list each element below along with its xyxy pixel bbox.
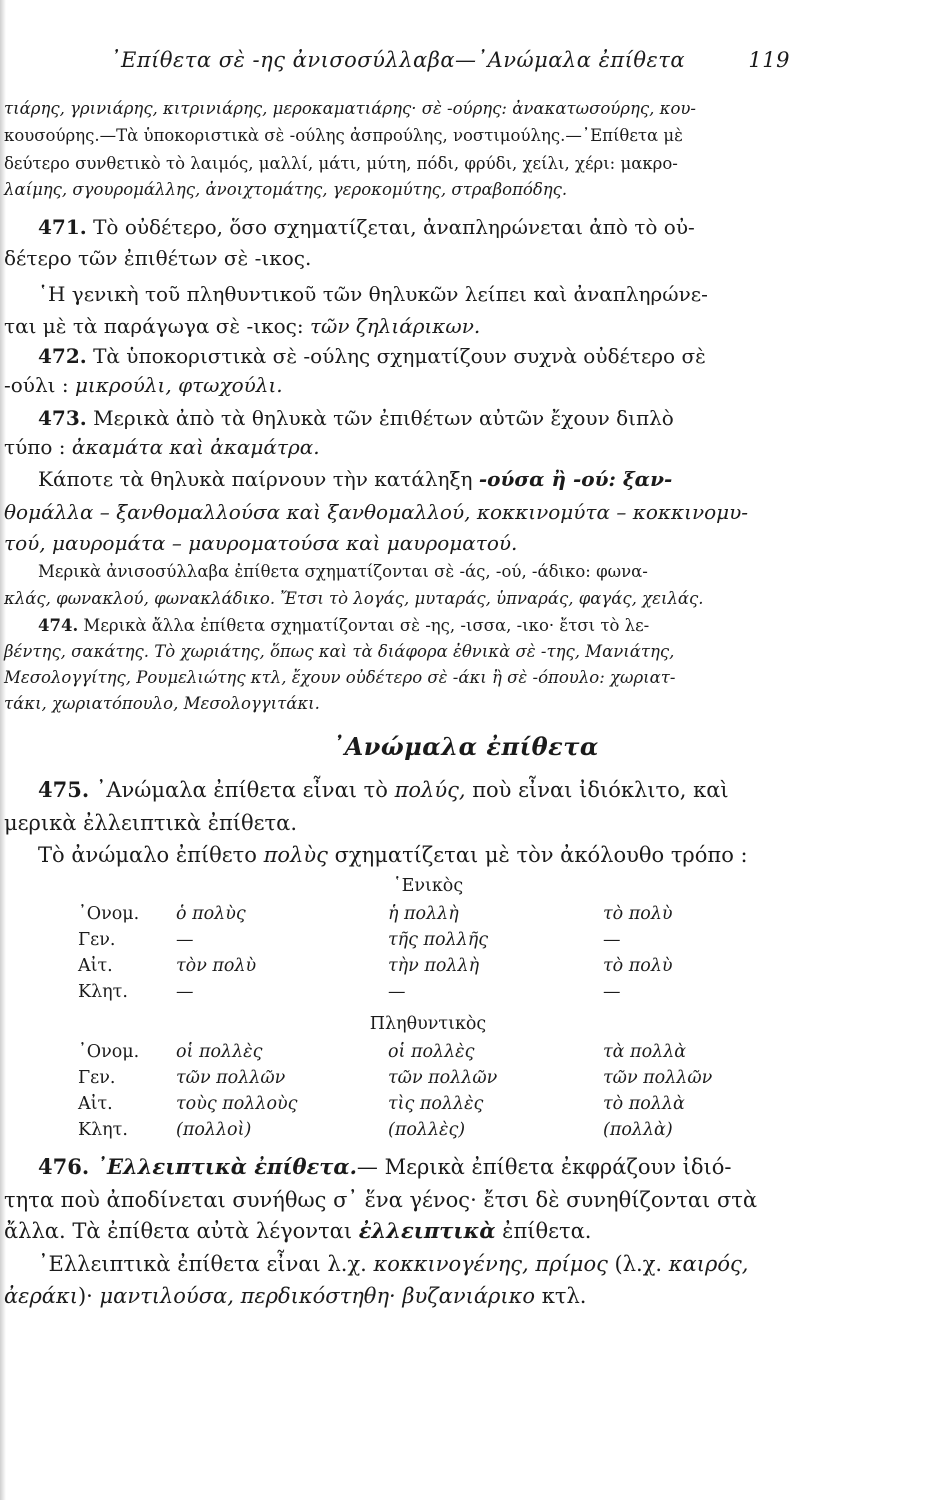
table-cell: τοὺς πολλοὺς <box>176 1094 298 1114</box>
table-row <box>78 982 778 1008</box>
table-cell: — <box>388 982 406 1002</box>
table-cell: — <box>603 982 621 1002</box>
page-number: 119 <box>748 48 790 72</box>
case-label: Γεν. <box>78 1068 116 1088</box>
case-label: Κλητ. <box>78 1120 128 1140</box>
table-cell: τῆς πολλῆς <box>388 930 489 950</box>
running-header <box>110 48 790 78</box>
table-cell: τὴν πολλὴ <box>388 956 480 976</box>
paragraph-476-line: 476. ᾿Ελλειπτικὰ ἐπίθετα.— Μερικὰ ἐπίθετα ἐκφράζουν ἰδιό- <box>38 1154 732 1179</box>
table-row <box>78 1068 778 1094</box>
table-cell: ἡ πολλὴ <box>388 904 459 924</box>
paragraph-471-line: ται μὲ τὰ παράγωγα σὲ -ικος: τῶν ζηλιάρικων. <box>4 314 481 338</box>
table-row <box>78 930 778 956</box>
table-cell: (πολλὲς) <box>388 1120 466 1140</box>
paragraph-475-line: Τὸ ἀνώμαλο ἐπίθετο πολὺς σχηματίζεται μὲ τὸν ἀκόλουθο τρόπο : <box>38 843 748 867</box>
text-line: κουσούρης.—Τὰ ὑποκοριστικὰ σὲ -ούλης ἀσπρούλης, νοστιμούλης.—᾿Επίθετα μὲ <box>4 126 683 145</box>
case-label: Κλητ. <box>78 982 128 1002</box>
table-cell: τὶς πολλὲς <box>388 1094 484 1114</box>
paragraph-474-line: Μεσολογγίτης, Ρουμελιώτης κτλ, ἔχουν οὐδέτερο σὲ -άκι ἢ σὲ -όπουλο: χωριατ- <box>4 668 676 687</box>
table-row <box>78 904 778 930</box>
paragraph-471-line: ῾Η γενικὴ τοῦ πληθυντικοῦ τῶν θηλυκῶν λείπει καὶ ἀναπληρώνε- <box>38 282 708 306</box>
paragraph-472-line: 472. Τὰ ὑποκοριστικὰ σὲ -ούλης σχηματίζουν συχνὰ οὐδέτερο σὲ <box>38 344 706 368</box>
case-label: Αἰτ. <box>78 1094 113 1114</box>
paragraph-471-line: 471. Τὸ οὐδέτερο, ὅσο σχηματίζεται, ἀναπληρώνεται ἀπὸ τὸ οὐ- <box>38 215 695 239</box>
paragraph-number: 475. <box>38 777 90 802</box>
paragraph-number: 474. <box>38 616 79 635</box>
paragraph-number: 471. <box>38 215 87 239</box>
text-line: λαίμης, σγουρομάλλης, ἀνοιχτομάτης, γεροκομύτης, στραβοπόδης. <box>4 180 568 199</box>
paragraph-474-line: βέντης, σακάτης. Τὸ χωριάτης, ὅπως καὶ τὰ διάφορα ἐθνικὰ σὲ -της, Μανιάτης, <box>4 642 675 661</box>
running-title: ᾿Επίθετα σὲ -ης ἀνισοσύλλαβα—᾿Ανώμαλα ἐπίθετα <box>110 48 686 72</box>
text-line: κλάς, φωνακλού, φωνακλάδικο. Ἔτσι τὸ λογάς, μυταράς, ὑπναράς, φαγάς, χειλάς. <box>4 589 704 608</box>
table-cell: τὸν πολὺ <box>176 956 257 976</box>
paragraph-number: 476. <box>38 1154 90 1179</box>
table-cell: τὸ πολλὰ <box>603 1094 685 1114</box>
table-cell: — <box>176 930 194 950</box>
table-cell: (πολλοὶ) <box>176 1120 252 1140</box>
paragraph-473-line: Κάποτε τὰ θηλυκὰ παίρνουν τὴν κατάληξη -ούσα ἢ -ού: ξαν- <box>38 467 673 491</box>
table-cell: οἱ πολλὲς <box>388 1042 475 1062</box>
paragraph-number: 472. <box>38 344 87 368</box>
paragraph-476-line: ᾿Ελλειπτικὰ ἐπίθετα εἶναι λ.χ. κοκκινογένης, πρίμος (λ.χ. καιρός, <box>38 1252 749 1276</box>
table-cell: — <box>603 930 621 950</box>
paragraph-476-line: ἀεράκι)· μαντιλούσα, περδικόστηθη· βυζανιάρικο κτλ. <box>4 1284 587 1308</box>
table-cell: — <box>176 982 194 1002</box>
table-cell: ὁ πολὺς <box>176 904 246 924</box>
paragraph-473-line: θομάλλα – ξανθομαλλούσα καὶ ξανθομαλλού, κοκκινομύτα – κοκκινομυ- <box>4 500 749 524</box>
case-label: Αἰτ. <box>78 956 113 976</box>
section-title: ᾿Ανώμαλα ἐπίθετα <box>332 732 599 761</box>
paragraph-474-line: 474. Μερικὰ ἄλλα ἐπίθετα σχηματίζονται σὲ -ης, -ισσα, -ικο· ἔτσι τὸ λε- <box>38 616 650 635</box>
table-cell: οἱ πολλὲς <box>176 1042 263 1062</box>
table-cell: τὰ πολλὰ <box>603 1042 687 1062</box>
paragraph-number: 473. <box>38 406 87 430</box>
table-row <box>78 956 778 982</box>
singular-heading: ῾Ενικὸς <box>392 876 464 896</box>
paragraph-475-line: 475. ᾿Ανώμαλα ἐπίθετα εἶναι τὸ πολύς, ποὺ εἶναι ἰδιόκλιτο, καὶ <box>38 777 729 802</box>
paragraph-475-line: μερικὰ ἐλλειπτικὰ ἐπίθετα. <box>4 811 298 835</box>
paragraph-heading: ᾿Ελλειπτικὰ ἐπίθετα. <box>89 1154 357 1179</box>
table-cell: τὸ πολὺ <box>603 956 673 976</box>
paragraph-473-line: τύπο : ἀκαμάτα καὶ ἀκαμάτρα. <box>4 435 320 459</box>
paragraph-474-line: τάκι, χωριατόπουλο, Μεσολογγιτάκι. <box>4 694 320 713</box>
paragraph-473-line: 473. Μερικὰ ἀπὸ τὰ θηλυκὰ τῶν ἐπιθέτων αὐτῶν ἔχουν διπλὸ <box>38 406 674 430</box>
table-row <box>78 1094 778 1120</box>
table-cell: τῶν πολλῶν <box>388 1068 498 1088</box>
table-row <box>78 1120 778 1146</box>
case-label: ᾿Ονομ. <box>78 904 140 924</box>
table-cell: τὸ πολὺ <box>603 904 673 924</box>
plural-heading: Πληθυντικὸς <box>369 1014 487 1034</box>
table-cell: (πολλὰ) <box>603 1120 673 1140</box>
paragraph-476-line: ἄλλα. Τὰ ἐπίθετα αὐτὰ λέγονται ἐλλειπτικὰ ἐπίθετα. <box>4 1218 592 1243</box>
paragraph-471-line: δέτερο τῶν ἐπιθέτων σὲ -ικος. <box>4 246 312 270</box>
case-label: ᾿Ονομ. <box>78 1042 140 1062</box>
text-line: δεύτερο συνθετικὸ τὸ λαιμός, μαλλί, μάτι, μύτη, πόδι, φρύδι, χείλι, χέρι: μακρο- <box>4 154 678 173</box>
table-cell: τῶν πολλῶν <box>603 1068 713 1088</box>
paragraph-472-line: -ούλι : μικρούλι, φτωχούλι. <box>4 373 283 397</box>
text-line: τιάρης, γρινιάρης, κιτρινιάρης, μεροκαματιάρης· σὲ -ούρης: ἀνακατωσούρης, κου- <box>4 99 696 118</box>
text-line: Μερικὰ ἀνισοσύλλαβα ἐπίθετα σχηματίζονται σὲ -άς, -ού, -άδικο: φωνα- <box>38 562 648 581</box>
table-cell: τῶν πολλῶν <box>176 1068 286 1088</box>
table-row <box>78 1042 778 1068</box>
case-label: Γεν. <box>78 930 116 950</box>
paragraph-476-line: τητα ποὺ ἀποδίνεται συνήθως σ᾿ ἕνα γένος· ἔτσι δὲ συνηθίζονται στὰ <box>4 1188 758 1212</box>
declension-table <box>78 876 778 1166</box>
paragraph-473-line: τού, μαυρομάτα – μαυροματούσα καὶ μαυροματού. <box>4 531 518 555</box>
